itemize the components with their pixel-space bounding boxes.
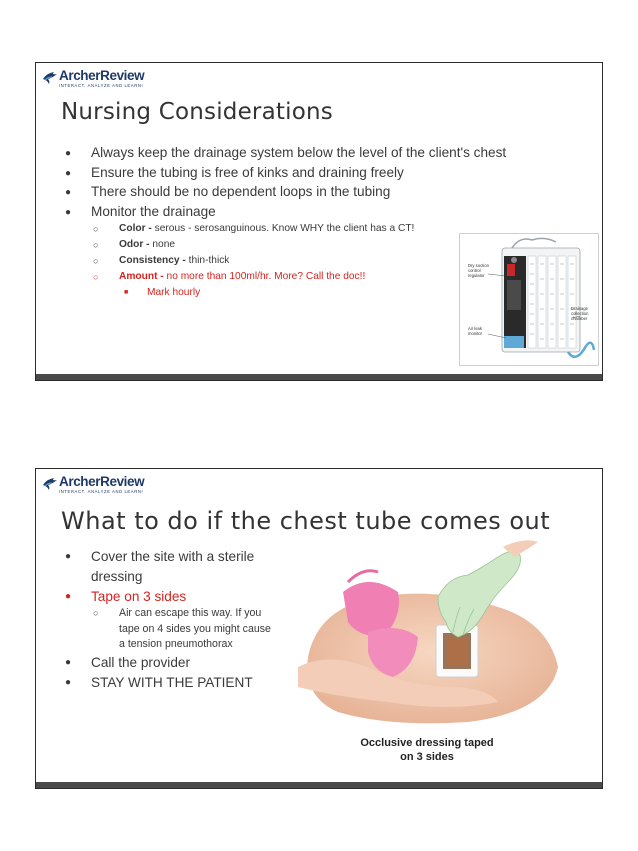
slide-footer-bar xyxy=(36,782,602,788)
list-item: ● Cover the site with a sterile dressing xyxy=(63,547,278,587)
list-item: ● Call the provider xyxy=(63,653,278,673)
list-item: ● Monitor the drainage xyxy=(63,204,603,224)
sub-label: Amount - xyxy=(119,271,167,282)
slide-title: What to do if the chest tube comes out xyxy=(61,507,551,535)
brand-tagline: INTERACT. ANALYZE AND LEARN! xyxy=(59,489,144,494)
caption-line: on 3 sides xyxy=(400,750,454,763)
list-item: ● There should be no dependent loops in the tubing xyxy=(63,184,603,204)
label-suction: control xyxy=(468,268,481,273)
label-collection: collection xyxy=(571,311,589,316)
sub-label: Consistency - xyxy=(119,255,189,266)
label-airleak: Air leak xyxy=(468,326,482,331)
brand-name: ArcherReview xyxy=(59,68,145,83)
archer-review-logo xyxy=(42,68,145,91)
archer-bird-icon xyxy=(42,477,58,491)
sub-text: no more than 100ml/hr. More? Call the doc!! xyxy=(166,271,366,282)
archer-bird-icon xyxy=(42,71,58,85)
sub-text: serous - serosanguinous. Know WHY the client has a CT! xyxy=(154,223,415,234)
brand-tagline: INTERACT. ANALYZE AND LEARN! xyxy=(59,83,144,88)
occlusive-dressing-illustration xyxy=(288,537,568,737)
label-suction: regulator xyxy=(468,273,485,278)
bullet-list xyxy=(63,547,278,692)
label-collection: Drainage xyxy=(571,306,588,311)
image-caption xyxy=(347,737,507,764)
label-airleak: monitor xyxy=(468,331,482,336)
sub-label: Color - xyxy=(119,223,155,234)
list-item: ● Always keep the drainage system below the level of the client's chest xyxy=(63,145,603,165)
brand-name: ArcherReview xyxy=(59,474,145,489)
label-collection: chamber xyxy=(571,316,588,321)
list-item: ● Ensure the tubing is free of kinks and draining freely xyxy=(63,165,603,185)
slide-nursing-considerations xyxy=(35,62,603,381)
archer-review-logo xyxy=(42,474,145,497)
label-suction: Dry suction xyxy=(468,263,489,268)
chest-drainage-system-image xyxy=(459,233,599,366)
slide-chest-tube-comes-out xyxy=(35,468,603,789)
list-item-highlight: ● Tape on 3 sides xyxy=(63,587,278,607)
sub-label: Odor - xyxy=(119,239,153,250)
sub-text: thin-thick xyxy=(188,255,230,266)
sub-sub-item: ■ Mark hourly xyxy=(119,287,603,303)
sub-text: none xyxy=(152,239,176,250)
caption-line: Occlusive dressing taped xyxy=(360,737,494,749)
sub-item: ○ Air can escape this way. If you tape on 4 sides you might cause a tension pneumothorax xyxy=(91,606,278,653)
list-item: ● STAY WITH THE PATIENT xyxy=(63,673,278,693)
slide-title: Nursing Considerations xyxy=(61,99,333,125)
slide-footer-bar xyxy=(36,374,602,380)
